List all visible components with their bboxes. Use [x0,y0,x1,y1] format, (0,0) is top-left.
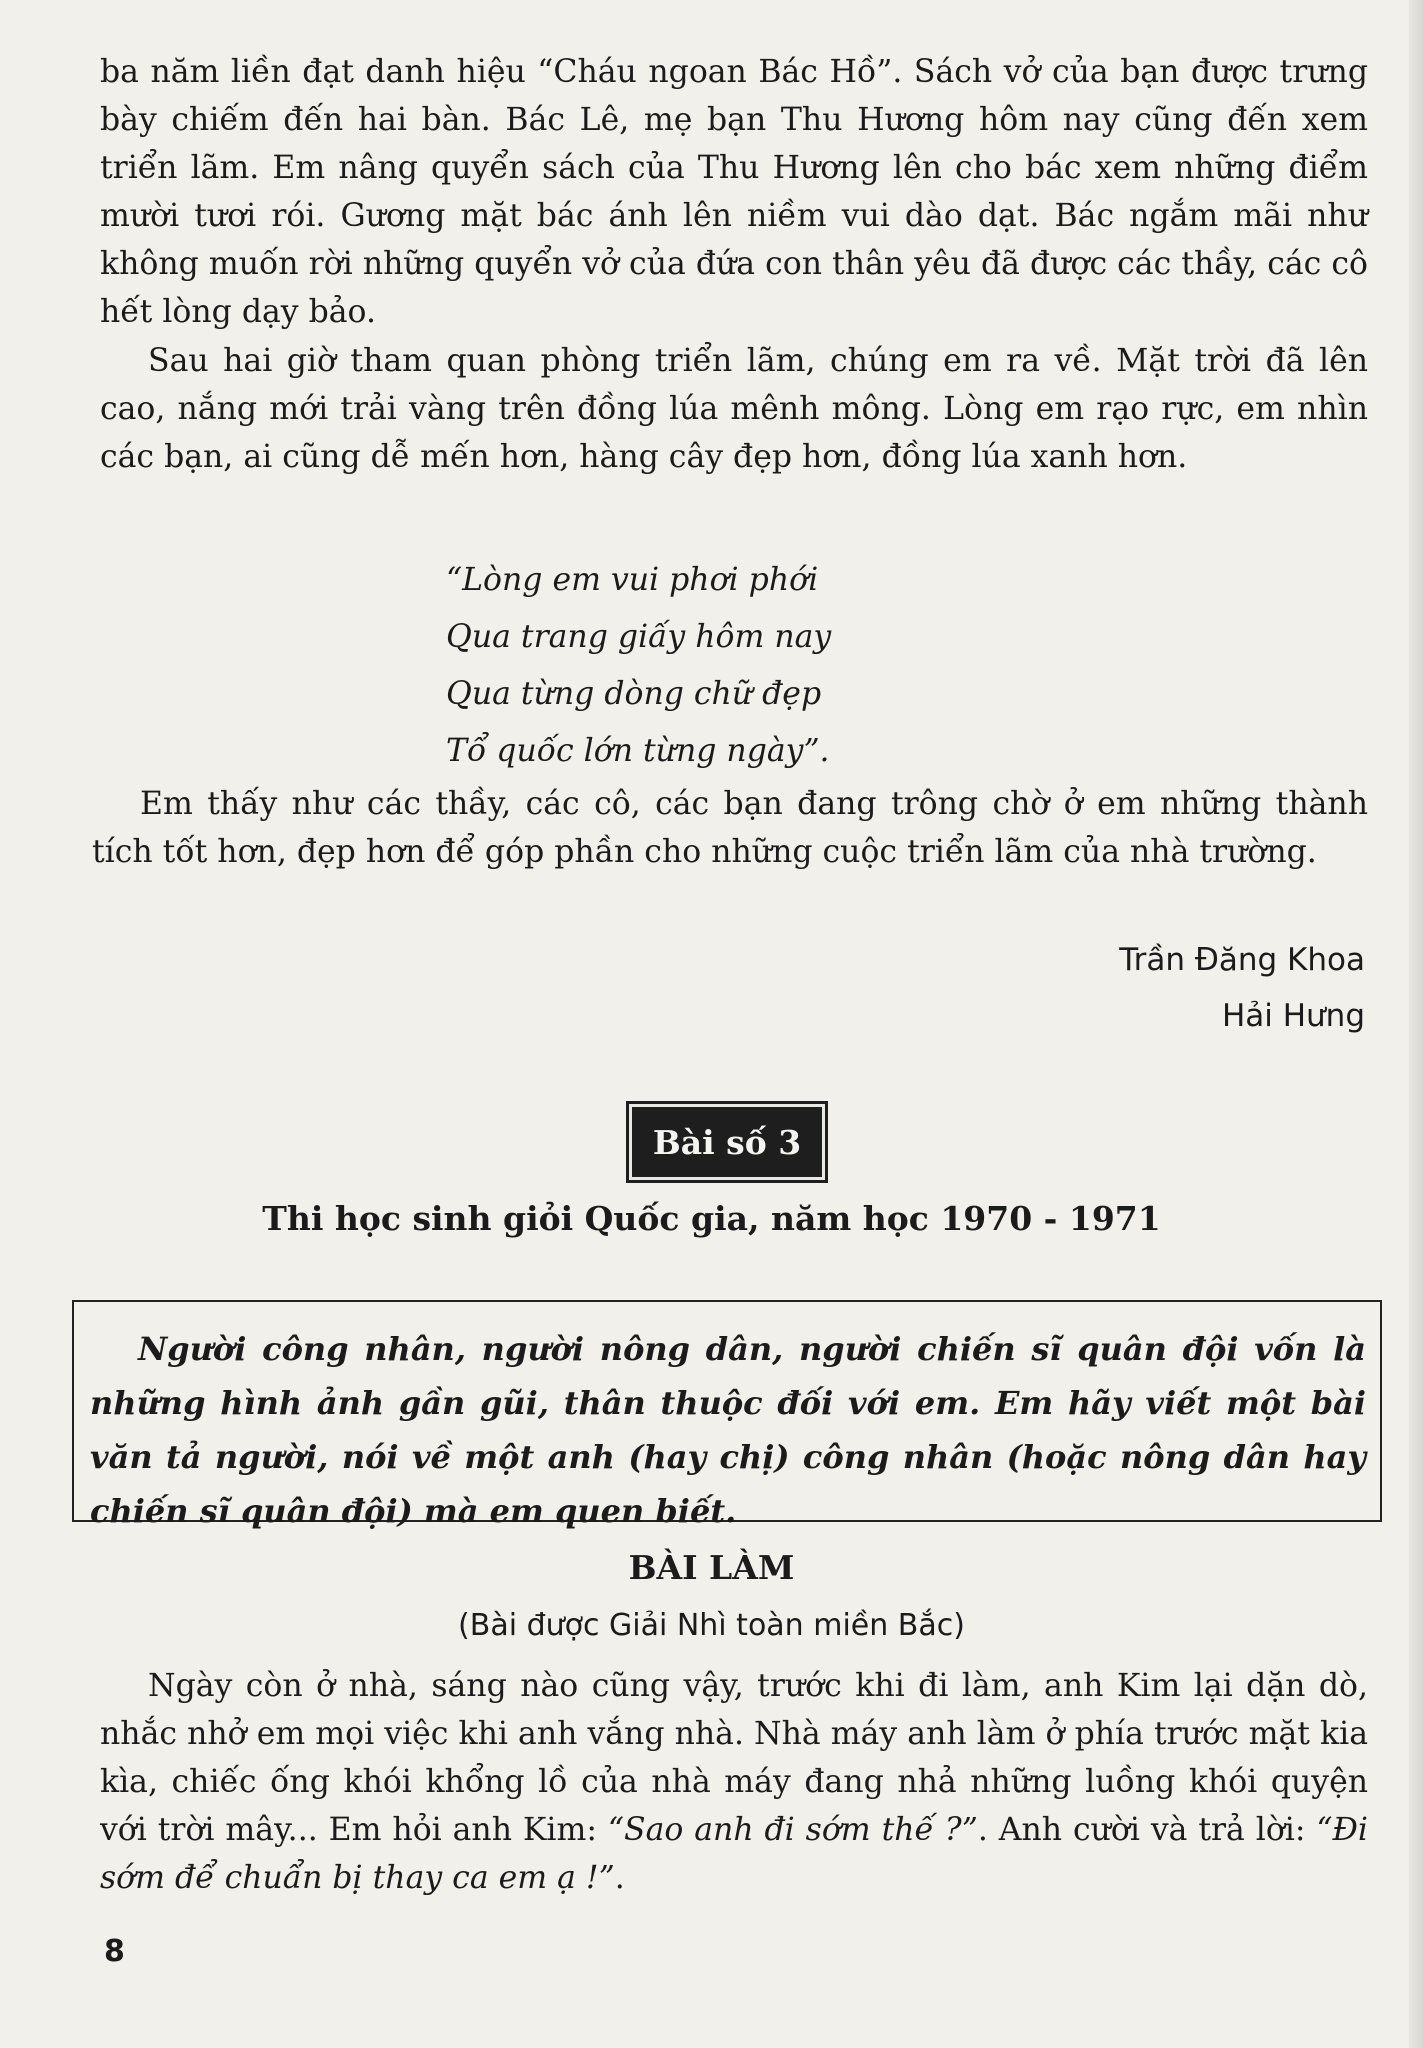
lesson-badge [626,1101,828,1183]
task-prompt: Người công nhân, người nông dân, người chiến sĩ quân đội vốn là những hình ảnh gần gũi, thân thuộc đối với em. Em hãy viết một bài văn tả người, nói về một anh (hay chị) công nhân (hoặc nông dân hay chiến sĩ quân đội) mà em quen biết. [90,1330,1366,1530]
author-name: Trần Đăng Khoa [1119,942,1365,978]
essay-quote: “Đi sớm để chuẩn bị thay ca em ạ !” [100,1812,1368,1896]
page-number: 8 [104,1934,125,1969]
essay-text: . Anh cười và trả lời: [977,1812,1317,1848]
poem-line: Qua từng dòng chữ đẹp [446,676,822,712]
poem-line: Tổ quốc lớn từng ngày”. [446,733,830,769]
essay-paragraph [100,1662,1368,1902]
poem-line: “Lòng em vui phơi phới [446,562,819,598]
lesson-subtitle: Thi học sinh giỏi Quốc gia, năm học 1970 - 1971 [262,1199,1161,1238]
essay-note: (Bài được Giải Nhì toàn miền Bắc) [458,1608,965,1643]
essay-text: Ngày còn ở nhà, sáng nào cũng vậy, trước khi đi làm, anh Kim lại dặn dò, nhắc nhở em mọi việc khi anh vắng nhà. Nhà máy anh làm ở phía trước mặt kia kìa, chiếc ống khói khổng lồ của nhà máy đang nhả những luồng khói quyện với trời mây... Em hỏi anh Kim: [100,1668,1368,1848]
poem-line: Qua trang giấy hôm nay [446,619,832,655]
task-prompt-box [72,1300,1382,1530]
paragraph-2: Sau hai giờ tham quan phòng triển lãm, chúng em ra về. Mặt trời đã lên cao, nắng mới trải vàng trên đồng lúa mênh mông. Lòng em rạo rực, em nhìn các bạn, ai cũng dễ mến hơn, hàng cây đẹp hơn, đồng lúa xanh hơn. [100,343,1368,475]
author-place: Hải Hưng [1221,998,1365,1034]
essay-heading: BÀI LÀM [628,1548,795,1587]
lesson-badge-label: Bài số 3 [652,1122,802,1162]
page-edge-shadow [1409,0,1423,2048]
essay-quote: “Sao anh đi sớm thế ?” [607,1812,978,1848]
essay-text: . [614,1860,625,1896]
poem [446,552,831,780]
paragraph-3: Em thấy như các thầy, các cô, các bạn đang trông chờ ở em những thành tích tốt hơn, đẹp hơn để góp phần cho những cuộc triển lãm của nhà trường. [92,786,1368,870]
intro-paragraph: ba năm liền đạt danh hiệu “Cháu ngoan Bác Hồ”. Sách vở của bạn được trưng bày chiếm đến hai bàn. Bác Lê, mẹ bạn Thu Hương hôm nay cũng đến xem triển lãm. Em nâng quyển sách của Thu Hương lên cho bác xem những điểm mười tươi rói. Gương mặt bác ánh lên niềm vui dào dạt. Bác ngắm mãi như không muốn rời những quyển vở của đứa con thân yêu đã được các thầy, các cô hết lòng dạy bảo. [100,54,1368,330]
